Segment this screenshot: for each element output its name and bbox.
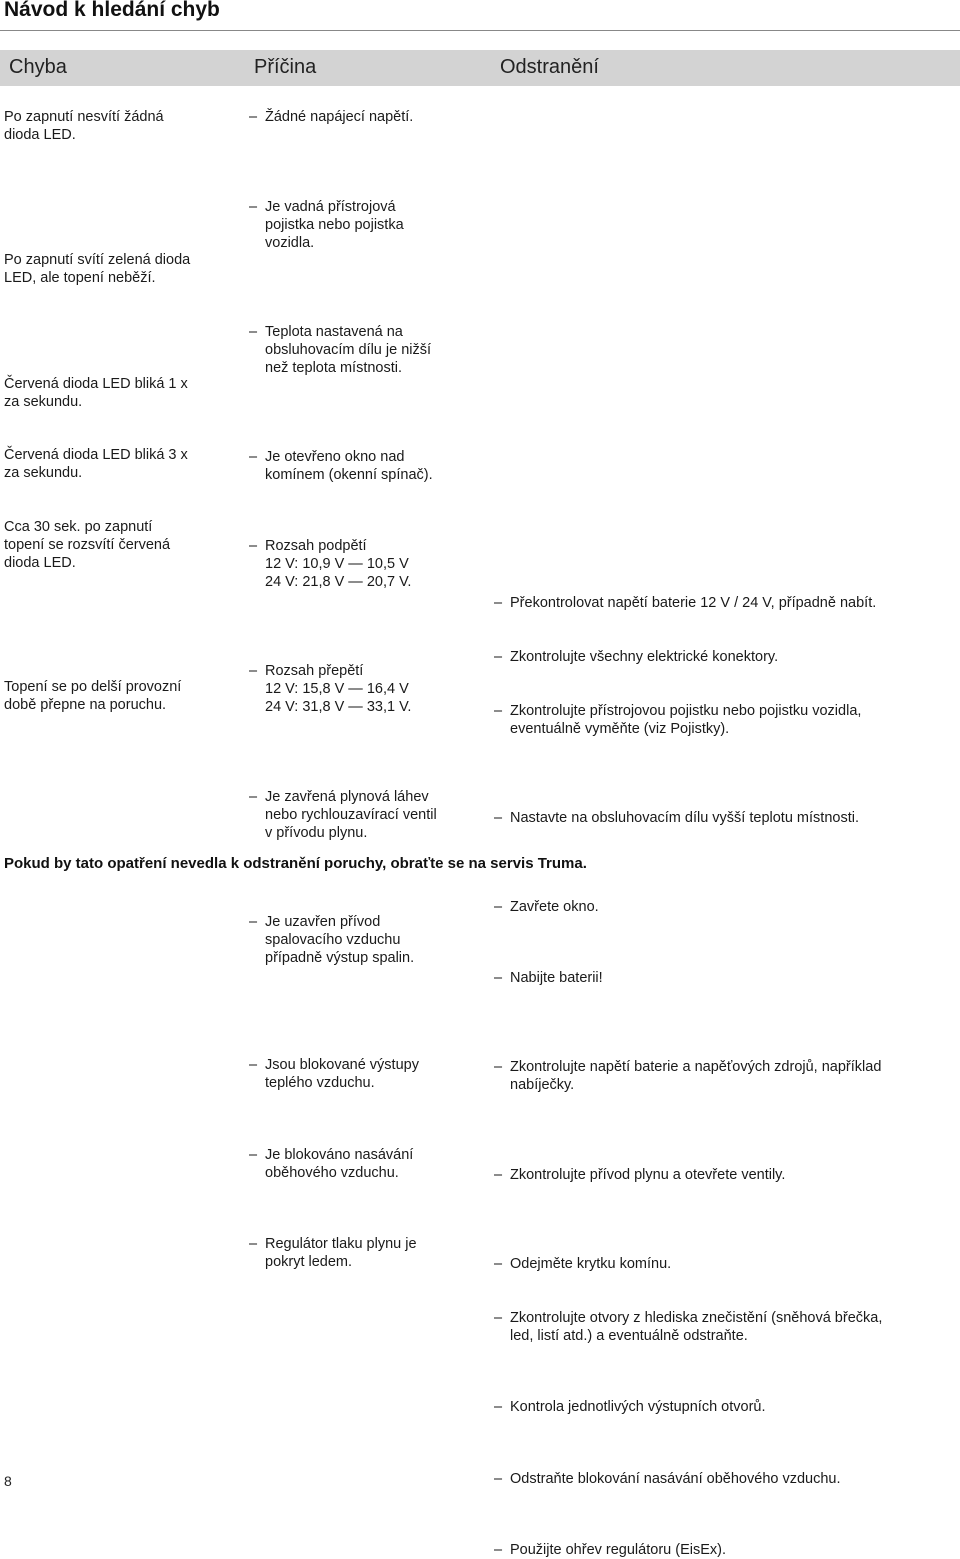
remedy-item: – Použijte ohřev regulátoru (EisEx).: [494, 1541, 956, 1559]
header-odstraneni: Odstranění: [500, 56, 599, 78]
remedy-item: – Zkontrolujte přístrojovou pojistku nebo pojistku vozidla, eventuálně vyměňte (viz Pojistky).: [494, 702, 956, 738]
cause-item: – Jsou blokované výstupy teplého vzduchu.: [249, 1056, 479, 1092]
remedy-item: – Nabijte baterii!: [494, 969, 956, 987]
header-pricina: Příčina: [254, 56, 317, 78]
remedy-item: – Kontrola jednotlivých výstupních otvorů.: [494, 1398, 956, 1416]
cause-item: – Žádné napájecí napětí.: [249, 108, 479, 126]
remedy-item: – Zavřete okno.: [494, 898, 956, 916]
remedy-item: – Zkontrolujte všechny elektrické konektory.: [494, 648, 956, 666]
fault-item: Topení se po delší provozní době přepne na poruchu.: [4, 679, 182, 713]
table-header: [0, 50, 960, 86]
page-title: Návod k hledání chyb: [4, 0, 220, 21]
fault-item: Cca 30 sek. po zapnutí topení se rozsvítí červená dioda LED.: [4, 519, 171, 571]
remedy-item: – Odstraňte blokování nasávání oběhového vzduchu.: [494, 1470, 956, 1488]
cause-item: – Je uzavřen přívod spalovacího vzduchu případně výstup spalin.: [249, 913, 479, 967]
cause-item: – Je otevřeno okno nad komínem (okenní spínač).: [249, 448, 479, 484]
remedy-item: – Nastavte na obsluhovacím dílu vyšší teplotu místnosti.: [494, 809, 956, 827]
cause-item: – Rozsah přepětí 12 V: 15,8 V — 16,4 V 24 V: 31,8 V — 33,1 V.: [249, 662, 479, 716]
fault-item: Červená dioda LED bliká 3 x za sekundu.: [4, 447, 188, 481]
remedy-item: – Překontrolovat napětí baterie 12 V / 24 V, případně nabít.: [494, 594, 956, 612]
title-divider: [0, 30, 960, 31]
remedy-item: – Zkontrolujte napětí baterie a napěťových zdrojů, například nabíječky.: [494, 1058, 956, 1094]
fault-item: Po zapnutí svítí zelená dioda LED, ale topení neběží.: [4, 252, 191, 286]
header-chyba: Chyba: [9, 56, 67, 78]
remedy-item: – Odejměte krytku komínu.: [494, 1255, 956, 1273]
page-number: 8: [4, 1473, 12, 1489]
footer-note: Pokud by tato opatření nevedla k odstranění poruchy, obraťte se na servis Truma.: [4, 855, 587, 872]
fault-item: Červená dioda LED bliká 1 x za sekundu.: [4, 376, 188, 410]
cause-item: – Je blokováno nasávání oběhového vzduchu.: [249, 1146, 479, 1182]
cause-item: – Je zavřená plynová láhev nebo rychlouzavírací ventil v přívodu plynu.: [249, 788, 479, 842]
fault-item: Po zapnutí nesvítí žádná dioda LED.: [4, 109, 164, 143]
cause-item: – Rozsah podpětí 12 V: 10,9 V — 10,5 V 24 V: 21,8 V — 20,7 V.: [249, 537, 479, 591]
cause-item: – Je vadná přístrojová pojistka nebo pojistka vozidla.: [249, 198, 479, 252]
cause-item: – Regulátor tlaku plynu je pokryt ledem.: [249, 1235, 479, 1271]
cause-item: – Teplota nastavená na obsluhovacím dílu je nižší než teplota místnosti.: [249, 323, 479, 377]
remedy-item: – Zkontrolujte otvory z hlediska znečistění (sněhová břečka, led, listí atd.) a eventuálně odstraňte.: [494, 1309, 956, 1345]
remedy-item: – Zkontrolujte přívod plynu a otevřete ventily.: [494, 1166, 956, 1184]
